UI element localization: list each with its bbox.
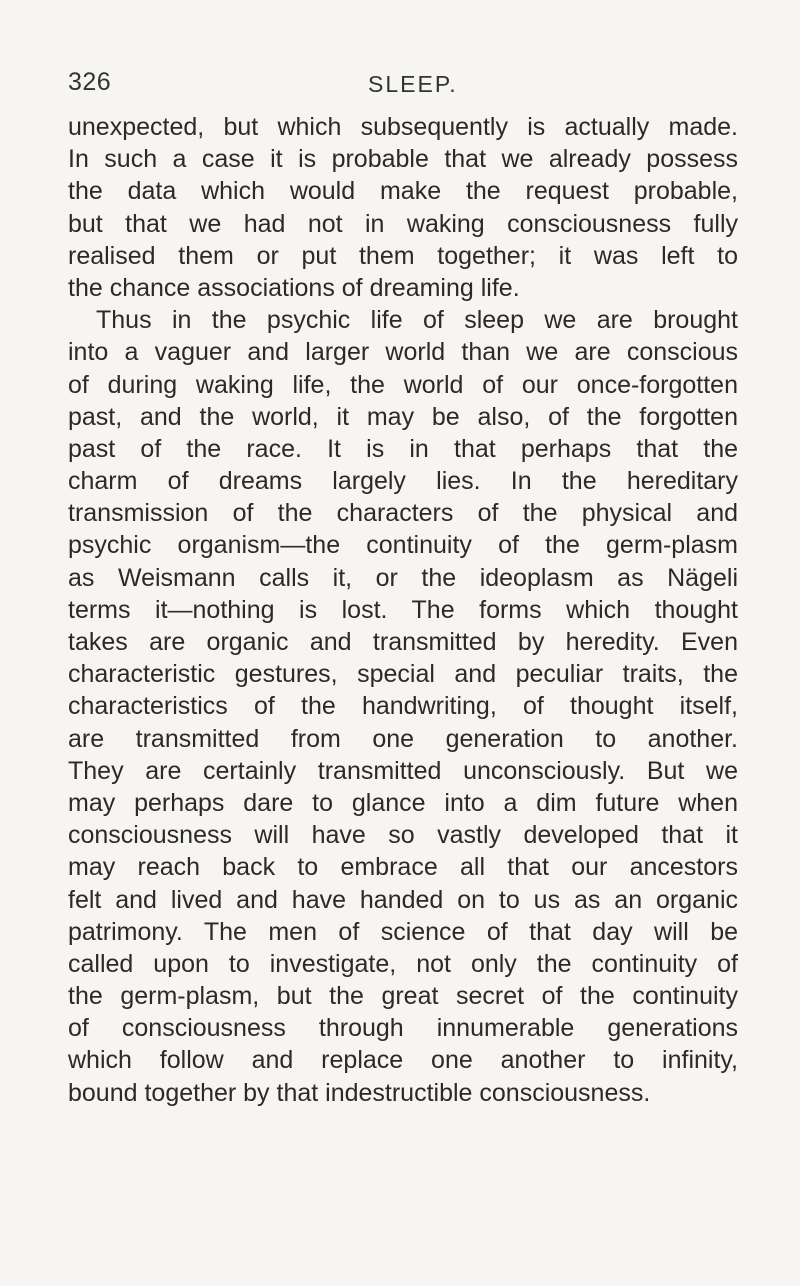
running-title: SLEEP. <box>368 71 458 97</box>
paragraph-end-line: the chance associations of dreaming life. <box>68 273 520 302</box>
text-line: may perhaps dare to glance into a dim future when <box>68 788 738 817</box>
text-line: may reach back to embrace all that our ancestors <box>68 853 738 882</box>
paragraph-start-line: Thus in the psychic life of sleep we are brought <box>96 306 738 335</box>
text-line: realised them or put them together; it was left to <box>68 241 738 270</box>
page-number: 326 <box>68 68 112 96</box>
text-line: of during waking life, the world of our once-forgotten <box>68 370 738 399</box>
text-line: which follow and replace one another to infinity, <box>68 1046 738 1075</box>
text-line: characteristics of the handwriting, of thought itself, <box>68 692 738 721</box>
body-text <box>68 111 738 1109</box>
text-line: the germ-plasm, but the great secret of the continuity <box>68 982 738 1011</box>
text-line: transmission of the characters of the physical and <box>68 499 738 528</box>
text-line: In such a case it is probable that we already possess <box>68 145 738 174</box>
text-line: takes are organic and transmitted by heredity. Even <box>68 628 738 656</box>
text-line: characteristic gestures, special and peculiar traits, the <box>68 660 738 689</box>
text-line: past of the race. It is in that perhaps that the <box>68 434 738 463</box>
text-line: felt and lived and have handed on to us as an organic <box>68 885 738 914</box>
text-line: as Weismann calls it, or the ideoplasm as Nägeli <box>68 563 738 592</box>
text-line: unexpected, but which subsequently is actually made. <box>68 113 738 141</box>
text-line: charm of dreams largely lies. In the hereditary <box>68 467 738 496</box>
text-line: are transmitted from one generation to another. <box>68 724 738 753</box>
text-line: past, and the world, it may be also, of the forgotten <box>68 402 738 431</box>
text-line: terms it—nothing is lost. The forms which thought <box>68 595 738 624</box>
text-line: called upon to investigate, not only the continuity of <box>68 949 738 978</box>
text-line: consciousness will have so vastly developed that it <box>68 821 738 850</box>
text-line: They are certainly transmitted unconsciously. But we <box>68 756 738 785</box>
text-line: of consciousness through innumerable generations <box>68 1014 738 1043</box>
text-line: the data which would make the request probable, <box>68 177 738 206</box>
paragraph-end-line: bound together by that indestructible consciousness. <box>68 1078 651 1107</box>
text-line: but that we had not in waking consciousness fully <box>68 209 738 238</box>
text-line: patrimony. The men of science of that day will be <box>68 917 738 946</box>
text-line: psychic organism—the continuity of the germ-plasm <box>68 531 738 560</box>
text-line: into a vaguer and larger world than we are conscious <box>68 338 738 367</box>
